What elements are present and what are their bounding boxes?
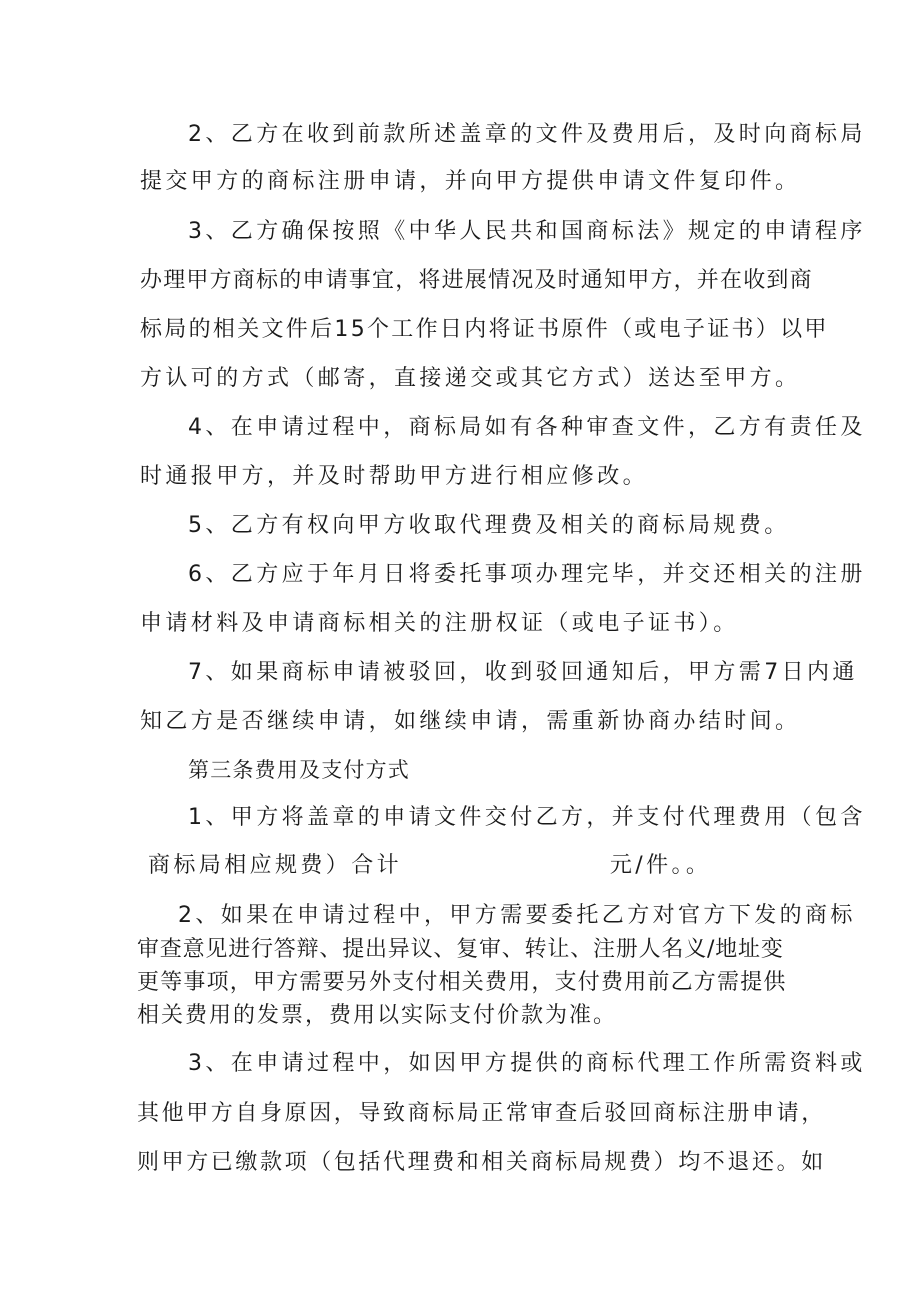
paragraph-line: 7、如果商标申请被驳回，收到驳回通知后，甲方需7日内通 bbox=[188, 660, 858, 685]
paragraph-line: 方认可的方式（邮寄，直接递交或其它方式）送达至甲方。 bbox=[140, 366, 801, 391]
paragraph-line: 4、在申请过程中，商标局如有各种审查文件，乙方有责任及 bbox=[188, 415, 866, 440]
paragraph-line: 审查意见进行答辩、提出异议、复审、转让、注册人名义/地址变 bbox=[137, 937, 784, 962]
paragraph-line: 相关费用的发票，费用以实际支付价款为准。 bbox=[137, 1003, 618, 1028]
paragraph-line: 5、乙方有权向甲方收取代理费及相关的商标局规费。 bbox=[188, 513, 790, 538]
paragraph-line: 提交甲方的商标注册申请，并向甲方提供申请文件复印件。 bbox=[140, 169, 801, 194]
paragraph-line: 1、甲方将盖章的申请文件交付乙方，并支付代理费用（包含 bbox=[188, 805, 866, 830]
paragraph-line: 更等事项，甲方需要另外支付相关费用，支付费用前乙方需提供 bbox=[137, 970, 787, 995]
paragraph-line: 时通报甲方，并及时帮助甲方进行相应修改。 bbox=[140, 464, 649, 489]
paragraph-line: 6、乙方应于年月日将委托事项办理完毕，并交还相关的注册 bbox=[188, 562, 866, 587]
paragraph-line: 办理甲方商标的申请事宜，将进展情况及时通知甲方，并在收到商 bbox=[140, 268, 813, 293]
paragraph-line: 则甲方已缴款项（包括代理费和相关商标局规费）均不退还。如 bbox=[137, 1150, 826, 1175]
paragraph-line: 3、乙方确保按照《中华人民共和国商标法》规定的申请程序 bbox=[188, 219, 866, 244]
paragraph-line: 其他甲方自身原因，导致商标局正常审查后驳回商标注册申请， bbox=[137, 1101, 826, 1126]
paragraph-line: 3、在申请过程中，如因甲方提供的商标代理工作所需资料或 bbox=[188, 1051, 866, 1076]
paragraph-line: 2、乙方在收到前款所述盖章的文件及费用后，及时向商标局 bbox=[188, 122, 866, 147]
paragraph-line: 申请材料及申请商标相关的注册权证（或电子证书）。 bbox=[140, 611, 739, 636]
paragraph-line: 标局的相关文件后15个工作日内将证书原件（或电子证书）以甲 bbox=[140, 317, 829, 342]
paragraph-line: 商标局相应规费）合计 元/件。。 bbox=[148, 853, 712, 878]
section-heading: 第三条费用及支付方式 bbox=[188, 758, 410, 782]
paragraph-line: 知乙方是否继续申请，如继续申请，需重新协商办结时间。 bbox=[140, 709, 801, 734]
paragraph-line: 2、如果在申请过程中，甲方需要委托乙方对官方下发的商标 bbox=[178, 903, 856, 928]
